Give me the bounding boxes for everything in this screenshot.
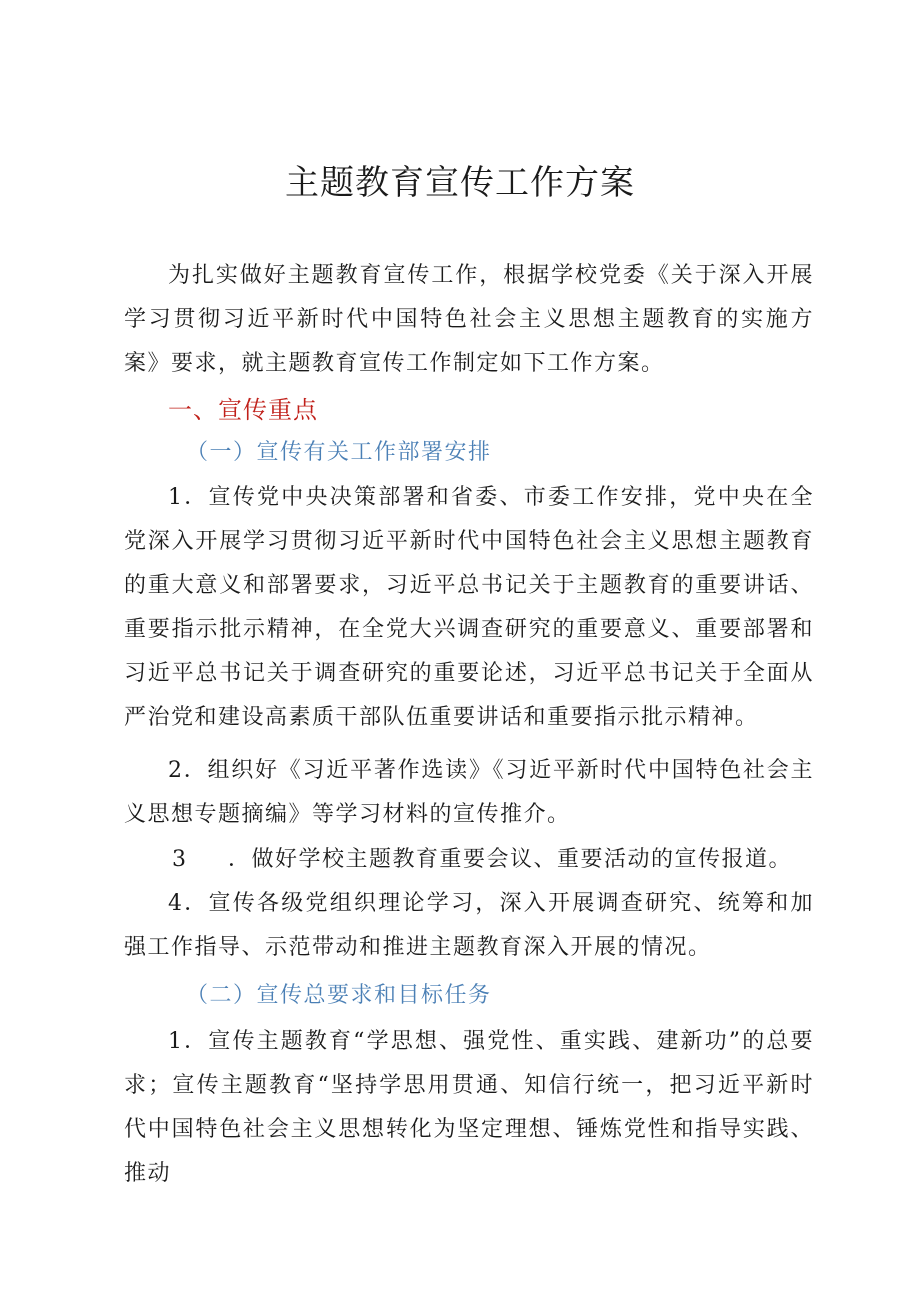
section-heading-1: 一、宣传重点 xyxy=(168,396,318,424)
subsection-heading-1: （一）宣传有关工作部署安排 xyxy=(186,440,492,465)
paragraph-sub2-item-1: 1．宣传主题教育“学思想、强党性、重实践、建新功”的总要求；宣传主题教育“坚持学思用贯通、知信行统一，把习近平新时代中国特色社会主义思想转化为坚定理想、锤炼党性和指导实践、推动 xyxy=(124,1029,814,1186)
paragraph-item-4: 4．宣传各级党组织理论学习，深入开展调查研究、统筹和加强工作指导、示范带动和推进主题教育深入开展的情况。 xyxy=(124,891,814,960)
subsection-heading-2: （二）宣传总要求和目标任务 xyxy=(186,983,492,1008)
paragraph-item-1: 1．宣传党中央决策部署和省委、市委工作安排，党中央在全党深入开展学习贯彻习近平新时代中国特色社会主义思想主题教育的重大意义和部署要求，习近平总书记关于主题教育的重要讲话、重要指示批示精神，在全党大兴调查研究的重要意义、重要部署和习近平总书记关于调查研究的重要论述，习近平总书记关于全面从严治党和建设高素质干部队伍重要讲话和重要指示批示精神。 xyxy=(124,485,814,730)
paragraph-item-3 xyxy=(172,838,792,882)
intro-paragraph: 为扎实做好主题教育宣传工作，根据学校党委《关于深入开展学习贯彻习近平新时代中国特色社会主义思想主题教育的实施方案》要求，就主题教育宣传工作制定如下工作方案。 xyxy=(124,263,814,376)
item-3-text: ．做好学校主题教育重要会议、重要活动的宣传报道。 xyxy=(228,847,793,872)
item-3-number: 3 xyxy=(172,847,188,872)
document-title: 主题教育宣传工作方案 xyxy=(285,163,635,203)
paragraph-item-2: 2．组织好《习近平著作选读》《习近平新时代中国特色社会主义思想专题摘编》等学习材料的宣传推介。 xyxy=(124,758,814,827)
